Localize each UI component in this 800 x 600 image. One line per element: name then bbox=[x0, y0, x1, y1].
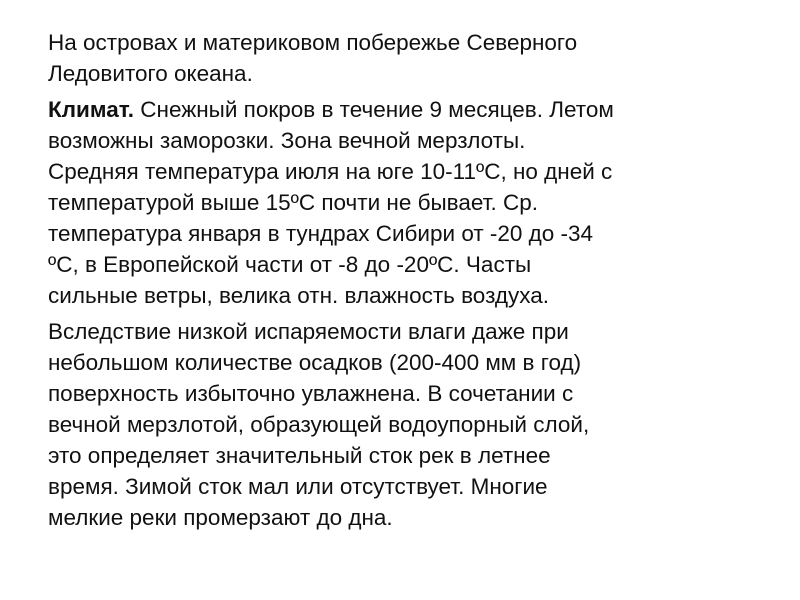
text-line: Средняя температура июля на юге 10-11ºС, но дней с bbox=[48, 159, 613, 184]
climate-heading: Климат. bbox=[48, 97, 135, 122]
paragraph-climate bbox=[48, 94, 748, 311]
text-line: сильные ветры, велика отн. влажность воздуха. bbox=[48, 283, 550, 308]
text-line: температура января в тундрах Сибири от -20 до -34 bbox=[48, 221, 594, 246]
text-line: температурой выше 15ºС почти не бывает. Ср. bbox=[48, 190, 538, 215]
text-line: На островах и материковом побережье Северного bbox=[48, 30, 578, 55]
text-line: небольшом количестве осадков (200-400 мм в год) bbox=[48, 350, 582, 375]
text-line: поверхность избыточно увлажнена. В сочетании с bbox=[48, 381, 574, 406]
paragraph-runoff bbox=[48, 316, 748, 533]
text-line: ºС, в Европейской части от -8 до -20ºС. Часты bbox=[48, 252, 532, 277]
text-line: Вследствие низкой испаряемости влаги даже при bbox=[48, 319, 569, 344]
paragraph-location bbox=[48, 27, 748, 89]
text-line: возможны заморозки. Зона вечной мерзлоты. bbox=[48, 128, 526, 153]
text-line: это определяет значительный сток рек в летнее bbox=[48, 443, 551, 468]
text-line-rest: Снежный покров в течение 9 месяцев. Летом bbox=[134, 97, 614, 122]
text-line: мелкие реки промерзают до дна. bbox=[48, 505, 393, 530]
text-line bbox=[48, 94, 748, 125]
text-line: время. Зимой сток мал или отсутствует. Многие bbox=[48, 474, 548, 499]
text-line: вечной мерзлотой, образующей водоупорный слой, bbox=[48, 412, 590, 437]
slide-text-body bbox=[48, 27, 748, 533]
text-line: Ледовитого океана. bbox=[48, 61, 253, 86]
